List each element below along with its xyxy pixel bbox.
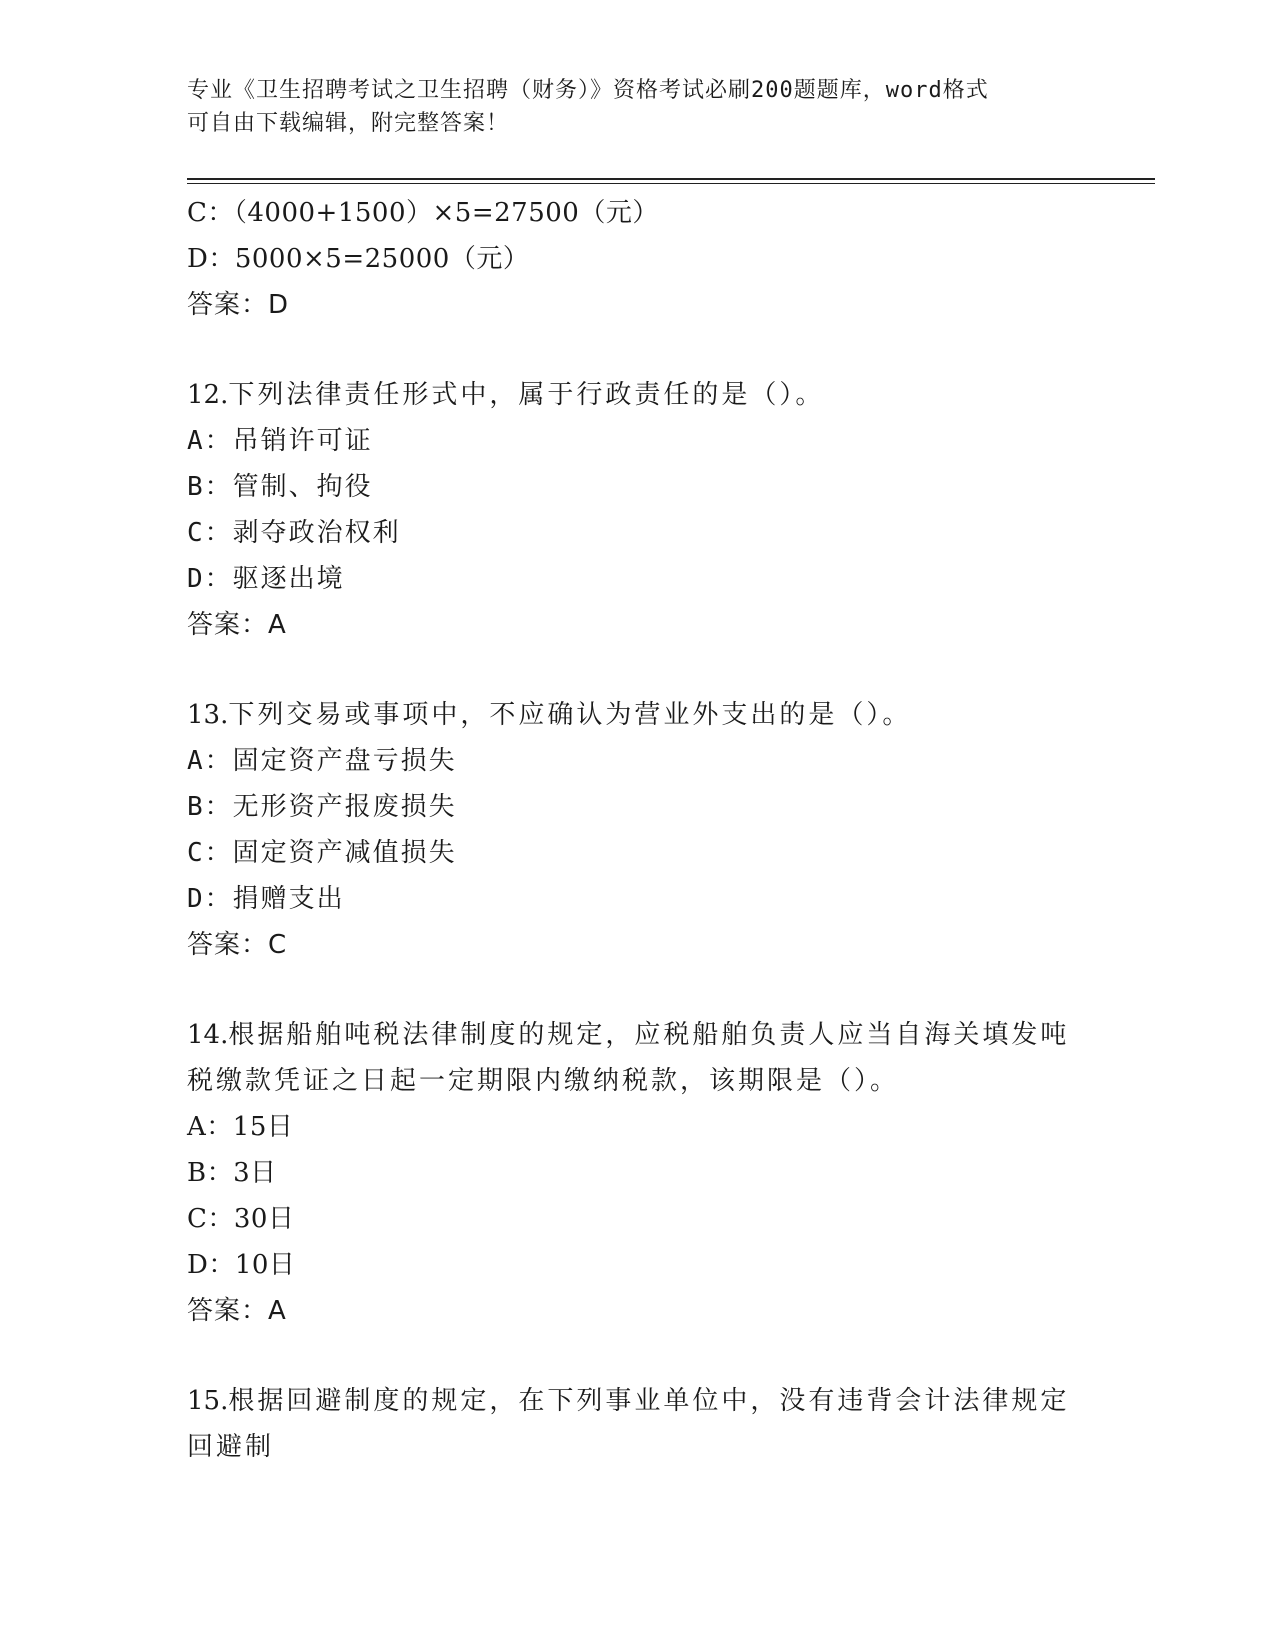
- header-rule-thick: [187, 178, 1155, 180]
- option-a: A：吊销许可证: [187, 426, 373, 456]
- question-12: [187, 372, 1087, 648]
- option-d: D：驱逐出境: [187, 564, 345, 594]
- question-text: 下列法律责任形式中，属于行政责任的是（）。: [228, 380, 825, 410]
- question-number: 15.: [187, 1386, 229, 1416]
- question-stem: [187, 372, 1087, 418]
- answer: 答案：C: [187, 930, 288, 960]
- option-a: A：15日: [187, 1112, 294, 1142]
- question-14: [187, 1012, 1087, 1334]
- question-number: 14.: [187, 1020, 229, 1050]
- question-list: [187, 190, 1087, 1470]
- question-text-line-1: 根据船舶吨税法律制度的规定，应税船舶负责人应当自海关填发吨: [228, 1020, 1070, 1050]
- question-13: [187, 692, 1087, 968]
- option-b: B：管制、拘役: [187, 472, 373, 502]
- question-text: 下列交易或事项中，不应确认为营业外支出的是（）。: [228, 700, 912, 730]
- question-number: 12.: [187, 380, 229, 410]
- header-line-2: 可自由下载编辑，附完整答案！: [187, 111, 510, 136]
- answer: 答案：D: [187, 290, 290, 320]
- spacer: [187, 1334, 1087, 1378]
- option-d: D：10日: [187, 1250, 296, 1280]
- question-15: [187, 1378, 1087, 1470]
- answer: 答案：A: [187, 1296, 287, 1326]
- spacer: [187, 968, 1087, 1012]
- option-a: A：固定资产盘亏损失: [187, 746, 457, 776]
- option-c: C：（4000+1500）×5=27500（元）: [187, 198, 659, 228]
- option-c: C：剥夺政治权利: [187, 518, 401, 548]
- option-d: D：捐赠支出: [187, 884, 345, 914]
- document-header: [187, 74, 1067, 140]
- option-d: D：5000×5=25000（元）: [187, 244, 530, 274]
- question-stem: [187, 1378, 1087, 1424]
- question-text-line-2: 税缴款凭证之日起一定期限内缴纳税款，该期限是（）。: [187, 1066, 900, 1096]
- option-c: C：固定资产减值损失: [187, 838, 457, 868]
- header-rule-thin: [187, 183, 1155, 184]
- answer: 答案：A: [187, 610, 287, 640]
- partial-question: [187, 190, 1087, 328]
- question-stem: [187, 692, 1087, 738]
- question-stem: [187, 1012, 1087, 1058]
- spacer: [187, 328, 1087, 372]
- option-b: B：3日: [187, 1158, 277, 1188]
- question-text-line-2: 回避制: [187, 1432, 275, 1462]
- question-text-line-1: 根据回避制度的规定，在下列事业单位中，没有违背会计法律规定: [228, 1386, 1070, 1416]
- option-c: C：30日: [187, 1204, 295, 1234]
- spacer: [187, 648, 1087, 692]
- option-b: B：无形资产报废损失: [187, 792, 457, 822]
- question-number: 13.: [187, 700, 229, 730]
- header-line-1: 专业《卫生招聘考试之卫生招聘（财务）》资格考试必刷200题题库，word格式: [187, 78, 989, 103]
